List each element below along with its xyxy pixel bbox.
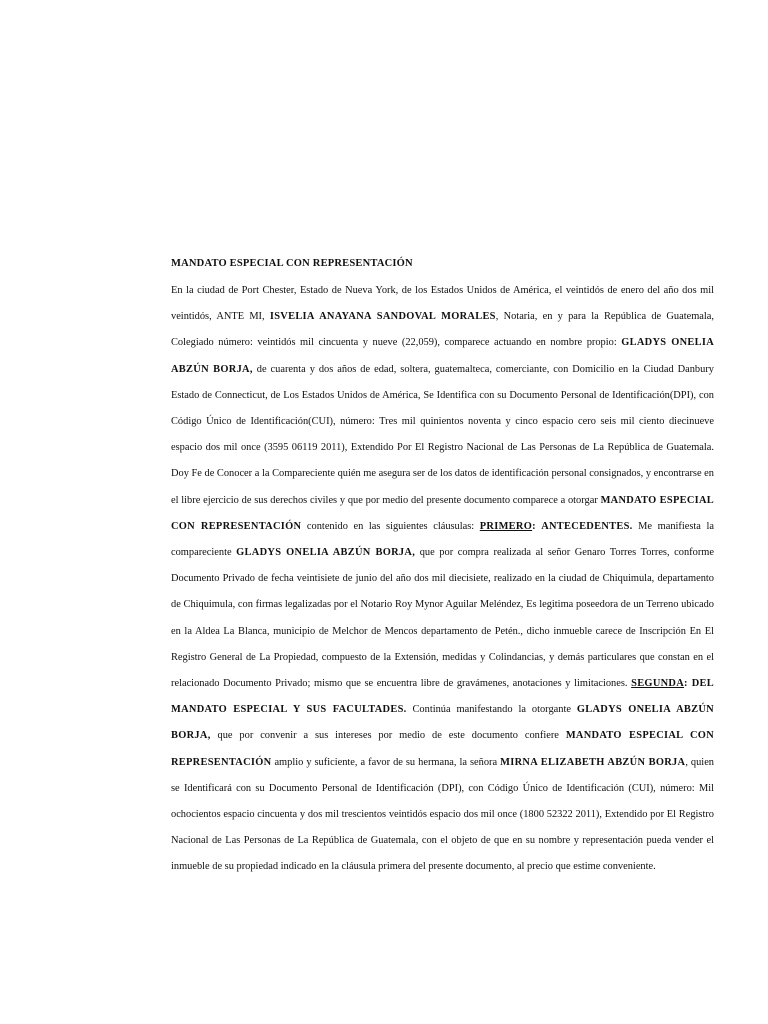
paragraph-text: , quien se Identificará con su Documento Personal de Identificación (DPI), con Código Único de Identificación (CUI), número: Mil ochocientos espacio cincuenta y dos mil trescientos veintidós espacio dos mil once (1800 52322 2011), Extendido por El Registro Nacional de Las Personas de La República de Guatemala, con el objeto de que en su nombre y representación pueda vender el inmueble de su propiedad indicado en la cláusula primera del presente documento, al precio que estime conveniente. [171,756,715,873]
paragraph-text: Me manifiesta la compareciente [171,520,715,559]
emphasized-text: GLADYS ONELIA ABZÚN BORJA, [236,547,416,559]
emphasized-text: MANDATO ESPECIAL CON REPRESENTACIÓN [171,730,714,768]
paragraph-text: que por compra realizada al señor Genaro Torres Torres, conforme Documento Privado de fecha veintisiete de junio del año dos mil diecisiete, realizado en la ciudad de Chiquimula, departamento de Chiquimula, con firmas legalizadas por el Notario Roy Mynor Aguilar Meléndez, Es legitima poseedora de un Terreno ubicado en la Aldea La Blanca, municipio de Melchor de Mencos departamento de Petén., dicho inmueble carece de Inscripción En El Registro General de La Propiedad, compuesto de la Extensión, medidas y Colindancias, y demás particulares que constan en el relacionado Documento Privado; mismo que se encuentra libre de gravámenes, anotaciones y limitaciones. [171,547,714,690]
paragraph-text: En la ciudad de Port Chester, Estado de Nueva York, de los Estados Unidos de América, el veintidós de enero del año dos mil veintidós, ANTE MI, [171,285,714,323]
emphasized-text: SEGUNDA [631,678,685,690]
emphasized-text: : DEL MANDATO ESPECIAL Y SUS FACULTADES. [171,678,714,716]
paragraph-text: Continúa manifestando la otorgante [406,704,577,716]
emphasized-text: : ANTECEDENTES. [532,520,633,532]
document-title: MANDATO ESPECIAL CON REPRESENTACIÓN [171,258,413,269]
paragraph-text: contenido en las siguientes cláusulas: [301,520,480,532]
document-body [171,278,714,881]
paragraph-text: amplio y suficiente, a favor de su hermana, la señora [271,756,501,768]
emphasized-text: ISVELIA ANAYANA SANDOVAL MORALES [269,311,496,323]
paragraph-text: , Notaria, en y para la República de Guatemala, Colegiado número: veintidós mil cincuenta y nueve (22,059), comparece actuando en nombre propio: [171,311,714,349]
emphasized-text: GLADYS ONELIA ABZÚN BORJA, [171,337,715,375]
emphasized-text: MANDATO ESPECIAL CON REPRESENTACIÓN [171,494,714,532]
paragraph-text: de cuarenta y dos años de edad, soltera, guatemalteca, comerciante, con Domicilio en la Ciudad Danbury Estado de Connecticut, de Los Estados Unidos de América, Se Identifica con su Documento Personal de Identificación(DPI), con Código Único de Identificación(CUI), número: Tres mil quinientos noventa y cinco espacio cero seis mil ciento diecinueve espacio dos mil once (3595 06119 2011), Extendido Por El Registro Nacional de Las Personas de La República de Guatemala. Doy Fe de Conocer a la Compareciente quién me asegura ser de los datos de identificación personal consignados, y encontrarse en el libre ejercicio de sus derechos civiles y que por medio del presente documento comparece a otorgar [171,363,714,506]
paragraph-text: que por convenir a sus intereses por medio de este documento confiere [210,730,566,742]
emphasized-text: PRIMERO [479,520,533,532]
emphasized-text: GLADYS ONELIA ABZÚN BORJA, [171,704,714,742]
emphasized-text: MIRNA ELIZABETH ABZÚN BORJA [500,756,686,768]
